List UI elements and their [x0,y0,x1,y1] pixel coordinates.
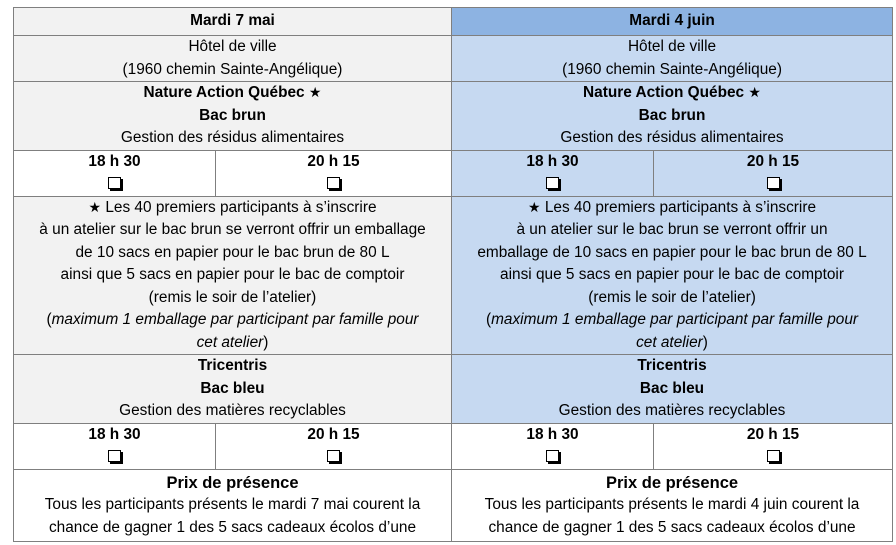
org2-topic: Gestion des matières recyclables [558,402,786,419]
location-name: Hôtel de ville [188,38,277,55]
prize-line: chance de gagner 1 des 5 sacs cadeaux écolos d’une [488,518,856,536]
time-label: 18 h 30 [88,152,141,170]
note-text: maximum 1 emballage par participant par famille pour [491,311,859,328]
offer-line: (remis le soir de l’atelier) [148,288,317,306]
location-address: (1960 chemin Sainte-Angélique) [562,60,782,78]
org1-topic: Gestion des résidus alimentaires [120,129,345,146]
offer-cell-1 [14,196,452,355]
org2-cell-1 [14,355,452,424]
checkbox-icon[interactable] [108,177,121,189]
note-text: cet atelier [636,333,703,351]
time-label: 20 h 15 [746,152,800,170]
note-text: maximum 1 emballage par participant par famille pour [51,311,419,328]
checkbox-icon[interactable] [767,450,780,462]
location-row [14,36,893,82]
org1-row [14,82,893,151]
org1-topic: Gestion des résidus alimentaires [560,129,784,146]
note-paren: ( [485,311,492,328]
time-slot [654,423,893,469]
org2-bin: Bac bleu [200,379,265,397]
location-address: (1960 chemin Sainte-Angélique) [122,60,343,78]
time-slot [216,423,452,469]
time-label: 18 h 30 [88,425,141,443]
note-paren: ( [46,311,52,328]
time-label: 20 h 15 [307,425,360,443]
checkbox-icon[interactable] [546,450,559,462]
offer-line: (remis le soir de l’atelier) [588,288,756,306]
time-slot [654,150,893,196]
prize-cell-1 [14,469,452,542]
offer-line: ainsi que 5 sacs en papier pour le bac de comptoir [60,266,405,283]
time-slot [216,150,452,196]
schedule-table [13,7,893,542]
star-icon: ★ [528,199,541,216]
org2-name: Tricentris [197,357,268,374]
star-icon: ★ [748,85,761,101]
time-slot [452,150,654,196]
prize-line: Tous les participants présents le mardi 7 mai courent la [44,496,421,513]
time-row-2 [14,423,893,469]
org1-bin: Bac brun [199,106,266,124]
offer-cell-2 [452,196,893,355]
time-slot [14,423,216,469]
date-header-1: Mardi 7 mai [14,8,452,36]
org2-name: Tricentris [637,357,707,374]
star-icon: ★ [308,85,322,101]
org1-name: Nature Action Québec [143,84,305,101]
checkbox-icon[interactable] [546,177,559,189]
prize-title: Prix de présence [166,473,299,492]
time-label: 18 h 30 [526,152,579,170]
note-paren: ) [702,333,708,351]
location-cell-2 [452,36,893,82]
org1-cell-2 [452,82,893,151]
time-label: 18 h 30 [526,425,579,443]
offer-line: Les 40 premiers participants à s’inscrire [105,198,377,216]
time-label: 20 h 15 [746,425,800,443]
time-slot [452,423,654,469]
checkbox-icon[interactable] [108,450,121,462]
time-label: 20 h 15 [307,152,360,170]
offer-line: emballage de 10 sacs en papier pour le bac brun de 80 L [477,243,867,261]
org2-topic: Gestion des matières recyclables [119,402,346,419]
org2-cell-2 [452,355,893,424]
prize-row [14,469,893,542]
offer-line: Les 40 premiers participants à s’inscrire [544,198,816,216]
offer-line: de 10 sacs en papier pour le bac brun de 80 L [75,243,390,261]
date-header-2: Mardi 4 juin [452,8,893,36]
prize-line: chance de gagner 1 des 5 sacs cadeaux écolos d’une [48,518,417,536]
checkbox-icon[interactable] [327,177,340,189]
prize-title: Prix de présence [605,473,739,492]
org1-bin: Bac brun [638,106,706,124]
org2-bin: Bac bleu [639,379,705,397]
org1-name: Nature Action Québec [583,84,745,101]
star-icon: ★ [88,199,102,216]
org2-row [14,355,893,424]
offer-line: ainsi que 5 sacs en papier pour le bac de comptoir [500,266,844,283]
time-row-1 [14,150,893,196]
checkbox-icon[interactable] [767,177,780,189]
date-row [14,8,893,36]
time-slot [14,150,216,196]
note-text: cet atelier [196,333,264,351]
offer-row [14,196,893,355]
location-cell-1 [14,36,452,82]
prize-line: Tous les participants présents le mardi 4 juin courent la [484,496,860,513]
offer-line: à un atelier sur le bac brun se verront offrir un [516,221,828,238]
prize-cell-2 [452,469,893,542]
org1-cell-1 [14,82,452,151]
note-paren: ) [263,333,269,351]
offer-line: à un atelier sur le bac brun se verront offrir un emballage [39,221,426,238]
location-name: Hôtel de ville [627,38,717,55]
checkbox-icon[interactable] [327,450,340,462]
